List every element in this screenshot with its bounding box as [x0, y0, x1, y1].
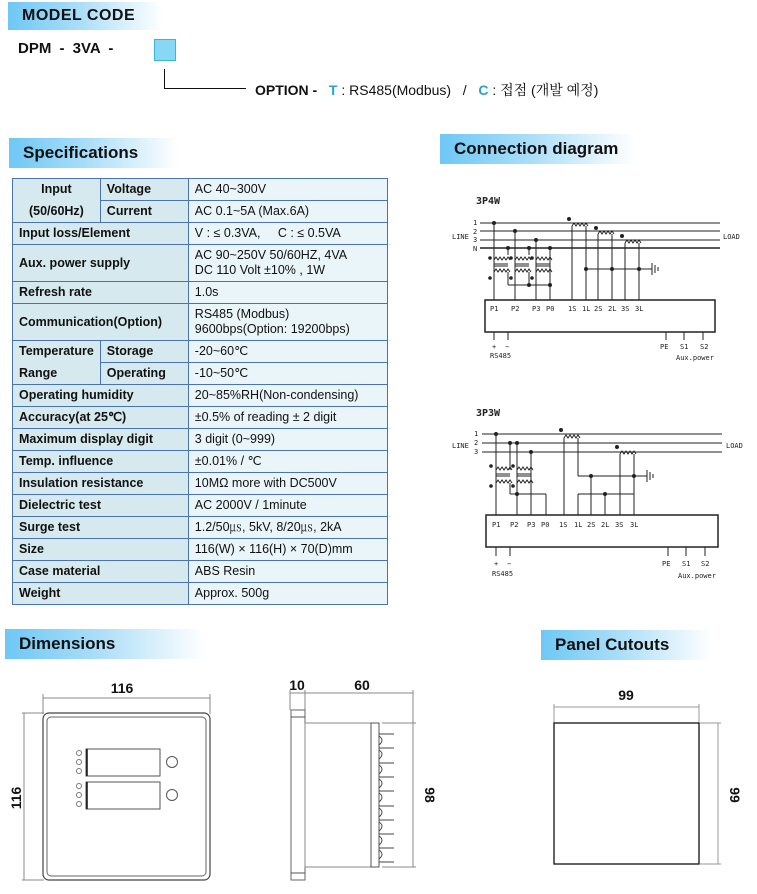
- display-windows: [86, 749, 160, 809]
- spec-value: V : ≤ 0.3VA, C : ≤ 0.5VA: [188, 223, 387, 245]
- table-row: [13, 407, 388, 429]
- terminal-label: 2S: [587, 521, 596, 529]
- table-row: [13, 495, 388, 517]
- case-body-outline: [305, 723, 371, 867]
- aux-power-label: Aux.power: [678, 572, 716, 580]
- spec-label: Aux. power supply: [13, 245, 189, 282]
- spec-value: [188, 245, 387, 282]
- spec-sublabel: Current: [100, 201, 188, 223]
- rs485-minus: −: [507, 560, 512, 568]
- option-t-desc: : RS485(Modbus): [341, 82, 452, 98]
- terminal-label: P1: [490, 305, 499, 313]
- connection-diagram-title: Connection diagram: [440, 134, 635, 164]
- spec-value: AC 0.1~5A (Max.6A): [188, 201, 387, 223]
- spec-label: Accuracy(at 25℃): [13, 407, 189, 429]
- leader-line-vertical: [164, 69, 165, 88]
- spec-label: (50/60Hz): [13, 201, 101, 223]
- spec-value: 1.0s: [188, 282, 387, 304]
- table-row: [13, 451, 388, 473]
- line-number: 1: [474, 430, 479, 438]
- table-row: [13, 583, 388, 605]
- diagram-3p3w: [440, 398, 757, 588]
- side-height-dimension-label: 98: [422, 787, 438, 803]
- table-row: [13, 473, 388, 495]
- terminal-label: P0: [546, 305, 555, 313]
- table-row: [13, 429, 388, 451]
- table-row: [13, 539, 388, 561]
- table-row: [13, 179, 388, 201]
- table-row: [13, 561, 388, 583]
- meter-terminal-block: [486, 515, 718, 547]
- spec-label: Range: [13, 363, 101, 385]
- ct-transformers: [568, 218, 659, 301]
- rs485-minus: −: [505, 343, 510, 351]
- spec-value: -20~60℃: [188, 341, 387, 363]
- model-code-title: MODEL CODE: [8, 2, 163, 30]
- aux-terminal: S2: [701, 560, 710, 568]
- option-c-desc: : 접점 (개발 예정): [492, 82, 599, 98]
- bezel-outline: [291, 710, 305, 880]
- terminal-label: 2L: [601, 521, 610, 529]
- leader-line-horizontal: [164, 88, 246, 89]
- spec-label: Weight: [13, 583, 189, 605]
- terminal-label: 1S: [568, 305, 577, 313]
- cutout-outline: [554, 723, 699, 864]
- spec-label: Insulation resistance: [13, 473, 189, 495]
- line-number: 2: [473, 228, 478, 236]
- load-label: LOAD: [726, 442, 743, 450]
- terminal-screws: [379, 734, 394, 862]
- option-row: [255, 80, 598, 100]
- aux-terminal: S2: [700, 343, 709, 351]
- ct-transformers: [560, 429, 654, 516]
- rs485-label: RS485: [492, 570, 514, 578]
- terminal-label: P0: [541, 521, 550, 529]
- terminal-label: P3: [532, 305, 541, 313]
- spec-label: Operating humidity: [13, 385, 189, 407]
- terminal-label: 3L: [635, 305, 644, 313]
- table-row: [13, 385, 388, 407]
- spec-value: AC 2000V / 1minute: [188, 495, 387, 517]
- button-circle-icon: [167, 757, 178, 768]
- specifications-table: [12, 178, 388, 605]
- spec-value: 20~85%RH(Non-condensing): [188, 385, 387, 407]
- aux-power-label: Aux.power: [676, 354, 714, 362]
- terminal-label: 1S: [559, 521, 568, 529]
- spec-label: Communication(Option): [13, 304, 189, 341]
- table-row: [13, 201, 388, 223]
- spec-value-line: AC 90~250V 50/60HZ, 4VA: [194, 248, 348, 262]
- panel-cutout-drawing: [540, 680, 757, 889]
- option-placeholder-box: [154, 39, 176, 61]
- terminal-label: 2S: [594, 305, 603, 313]
- terminal-block-outline: [371, 723, 379, 867]
- spec-sublabel: Storage: [100, 341, 188, 363]
- specifications-title: Specifications: [9, 138, 179, 168]
- terminal-label: P2: [510, 521, 519, 529]
- cutout-height-label: 99: [727, 787, 743, 803]
- spec-value: [188, 304, 387, 341]
- aux-terminal: PE: [662, 560, 671, 568]
- spec-label: Input: [13, 179, 101, 201]
- terminal-label: 3L: [630, 521, 639, 529]
- spec-label: Input loss/Element: [13, 223, 189, 245]
- spec-value: AC 40~300V: [188, 179, 387, 201]
- line-number: 3: [473, 236, 478, 244]
- side-view-drawing: [270, 670, 450, 889]
- front-view-drawing: [0, 670, 240, 889]
- spec-value: 116(W) × 116(H) × 70(D)mm: [188, 539, 387, 561]
- line-number: 2: [474, 439, 479, 447]
- spec-label: Size: [13, 539, 189, 561]
- line-label: LINE: [452, 442, 469, 450]
- spec-value-line: 9600bps(Option: 19200bps): [194, 322, 350, 336]
- diagram-title: 3P3W: [476, 408, 501, 419]
- cutout-width-label: 99: [618, 687, 634, 703]
- spec-value: ±0.5% of reading ± 2 digit: [188, 407, 387, 429]
- spec-value: -10~50℃: [188, 363, 387, 385]
- front-panel-inner: [47, 717, 206, 876]
- button-circle-icon: [167, 790, 178, 801]
- diagram-title: 3P4W: [476, 196, 501, 207]
- table-row: [13, 341, 388, 363]
- table-row: [13, 223, 388, 245]
- rs485-label: RS485: [490, 352, 512, 360]
- spec-label: Temp. influence: [13, 451, 189, 473]
- panel-cutouts-title: Panel Cutouts: [541, 630, 711, 660]
- spec-sublabel: Voltage: [100, 179, 188, 201]
- table-row: [13, 363, 388, 385]
- spec-label: Case material: [13, 561, 189, 583]
- load-label: LOAD: [723, 233, 740, 241]
- aux-terminal: S1: [682, 560, 691, 568]
- spec-value: 10MΩ more with DC500V: [188, 473, 387, 495]
- model-code-text: DPM - 3VA -: [18, 40, 114, 57]
- spec-value: Approx. 500g: [188, 583, 387, 605]
- width-dimension-label: 116: [110, 680, 134, 696]
- terminal-label: P3: [527, 521, 536, 529]
- height-dimension-label: 116: [8, 786, 24, 810]
- table-row: [13, 282, 388, 304]
- table-row: [13, 517, 388, 539]
- aux-terminal: PE: [660, 343, 669, 351]
- indicator-leds: [77, 751, 82, 807]
- terminal-label: 3S: [615, 521, 624, 529]
- line-label: LINE: [452, 233, 469, 241]
- spec-label: Surge test: [13, 517, 189, 539]
- rs485-plus: +: [492, 343, 497, 351]
- line-number: 3: [474, 448, 479, 456]
- rs485-plus: +: [494, 560, 499, 568]
- spec-label: Dielectric test: [13, 495, 189, 517]
- terminal-label: P1: [492, 521, 501, 529]
- spec-value: ABS Resin: [188, 561, 387, 583]
- dimensions-title: Dimensions: [5, 629, 205, 659]
- spec-value-line: RS485 (Modbus): [194, 307, 290, 321]
- spec-label: Temperature: [13, 341, 101, 363]
- spec-value: ±0.01% / ℃: [188, 451, 387, 473]
- spec-sublabel: Operating: [100, 363, 188, 385]
- spec-value: 1.2/50㎲, 5kV, 8/20㎲, 2kA: [188, 517, 387, 539]
- aux-terminal: S1: [680, 343, 689, 351]
- option-label: OPTION -: [255, 82, 318, 98]
- pt-transformers: [489, 222, 552, 301]
- bezel-dimension-label: 10: [289, 677, 305, 693]
- table-row: [13, 304, 388, 341]
- spec-label: Refresh rate: [13, 282, 189, 304]
- line-number: 1: [473, 219, 478, 227]
- diagram-3p4w: [440, 190, 757, 370]
- terminal-label: 3S: [621, 305, 630, 313]
- spec-value: 3 digit (0~999): [188, 429, 387, 451]
- table-row: [13, 245, 388, 282]
- option-t-key: T: [328, 82, 338, 98]
- pt-transformers: [490, 433, 546, 516]
- spec-value-line: DC 110 Volt ±10% , 1W: [194, 263, 326, 277]
- spec-label: Maximum display digit: [13, 429, 189, 451]
- terminal-label: 1L: [582, 305, 591, 313]
- line-number: N: [473, 245, 478, 253]
- front-panel-outline: [43, 713, 210, 880]
- option-separator: /: [462, 82, 467, 98]
- option-c-key: C: [478, 82, 489, 98]
- terminal-label: P2: [511, 305, 520, 313]
- terminal-label: 2L: [608, 305, 617, 313]
- depth-dimension-label: 60: [354, 677, 370, 693]
- terminal-label: 1L: [574, 521, 583, 529]
